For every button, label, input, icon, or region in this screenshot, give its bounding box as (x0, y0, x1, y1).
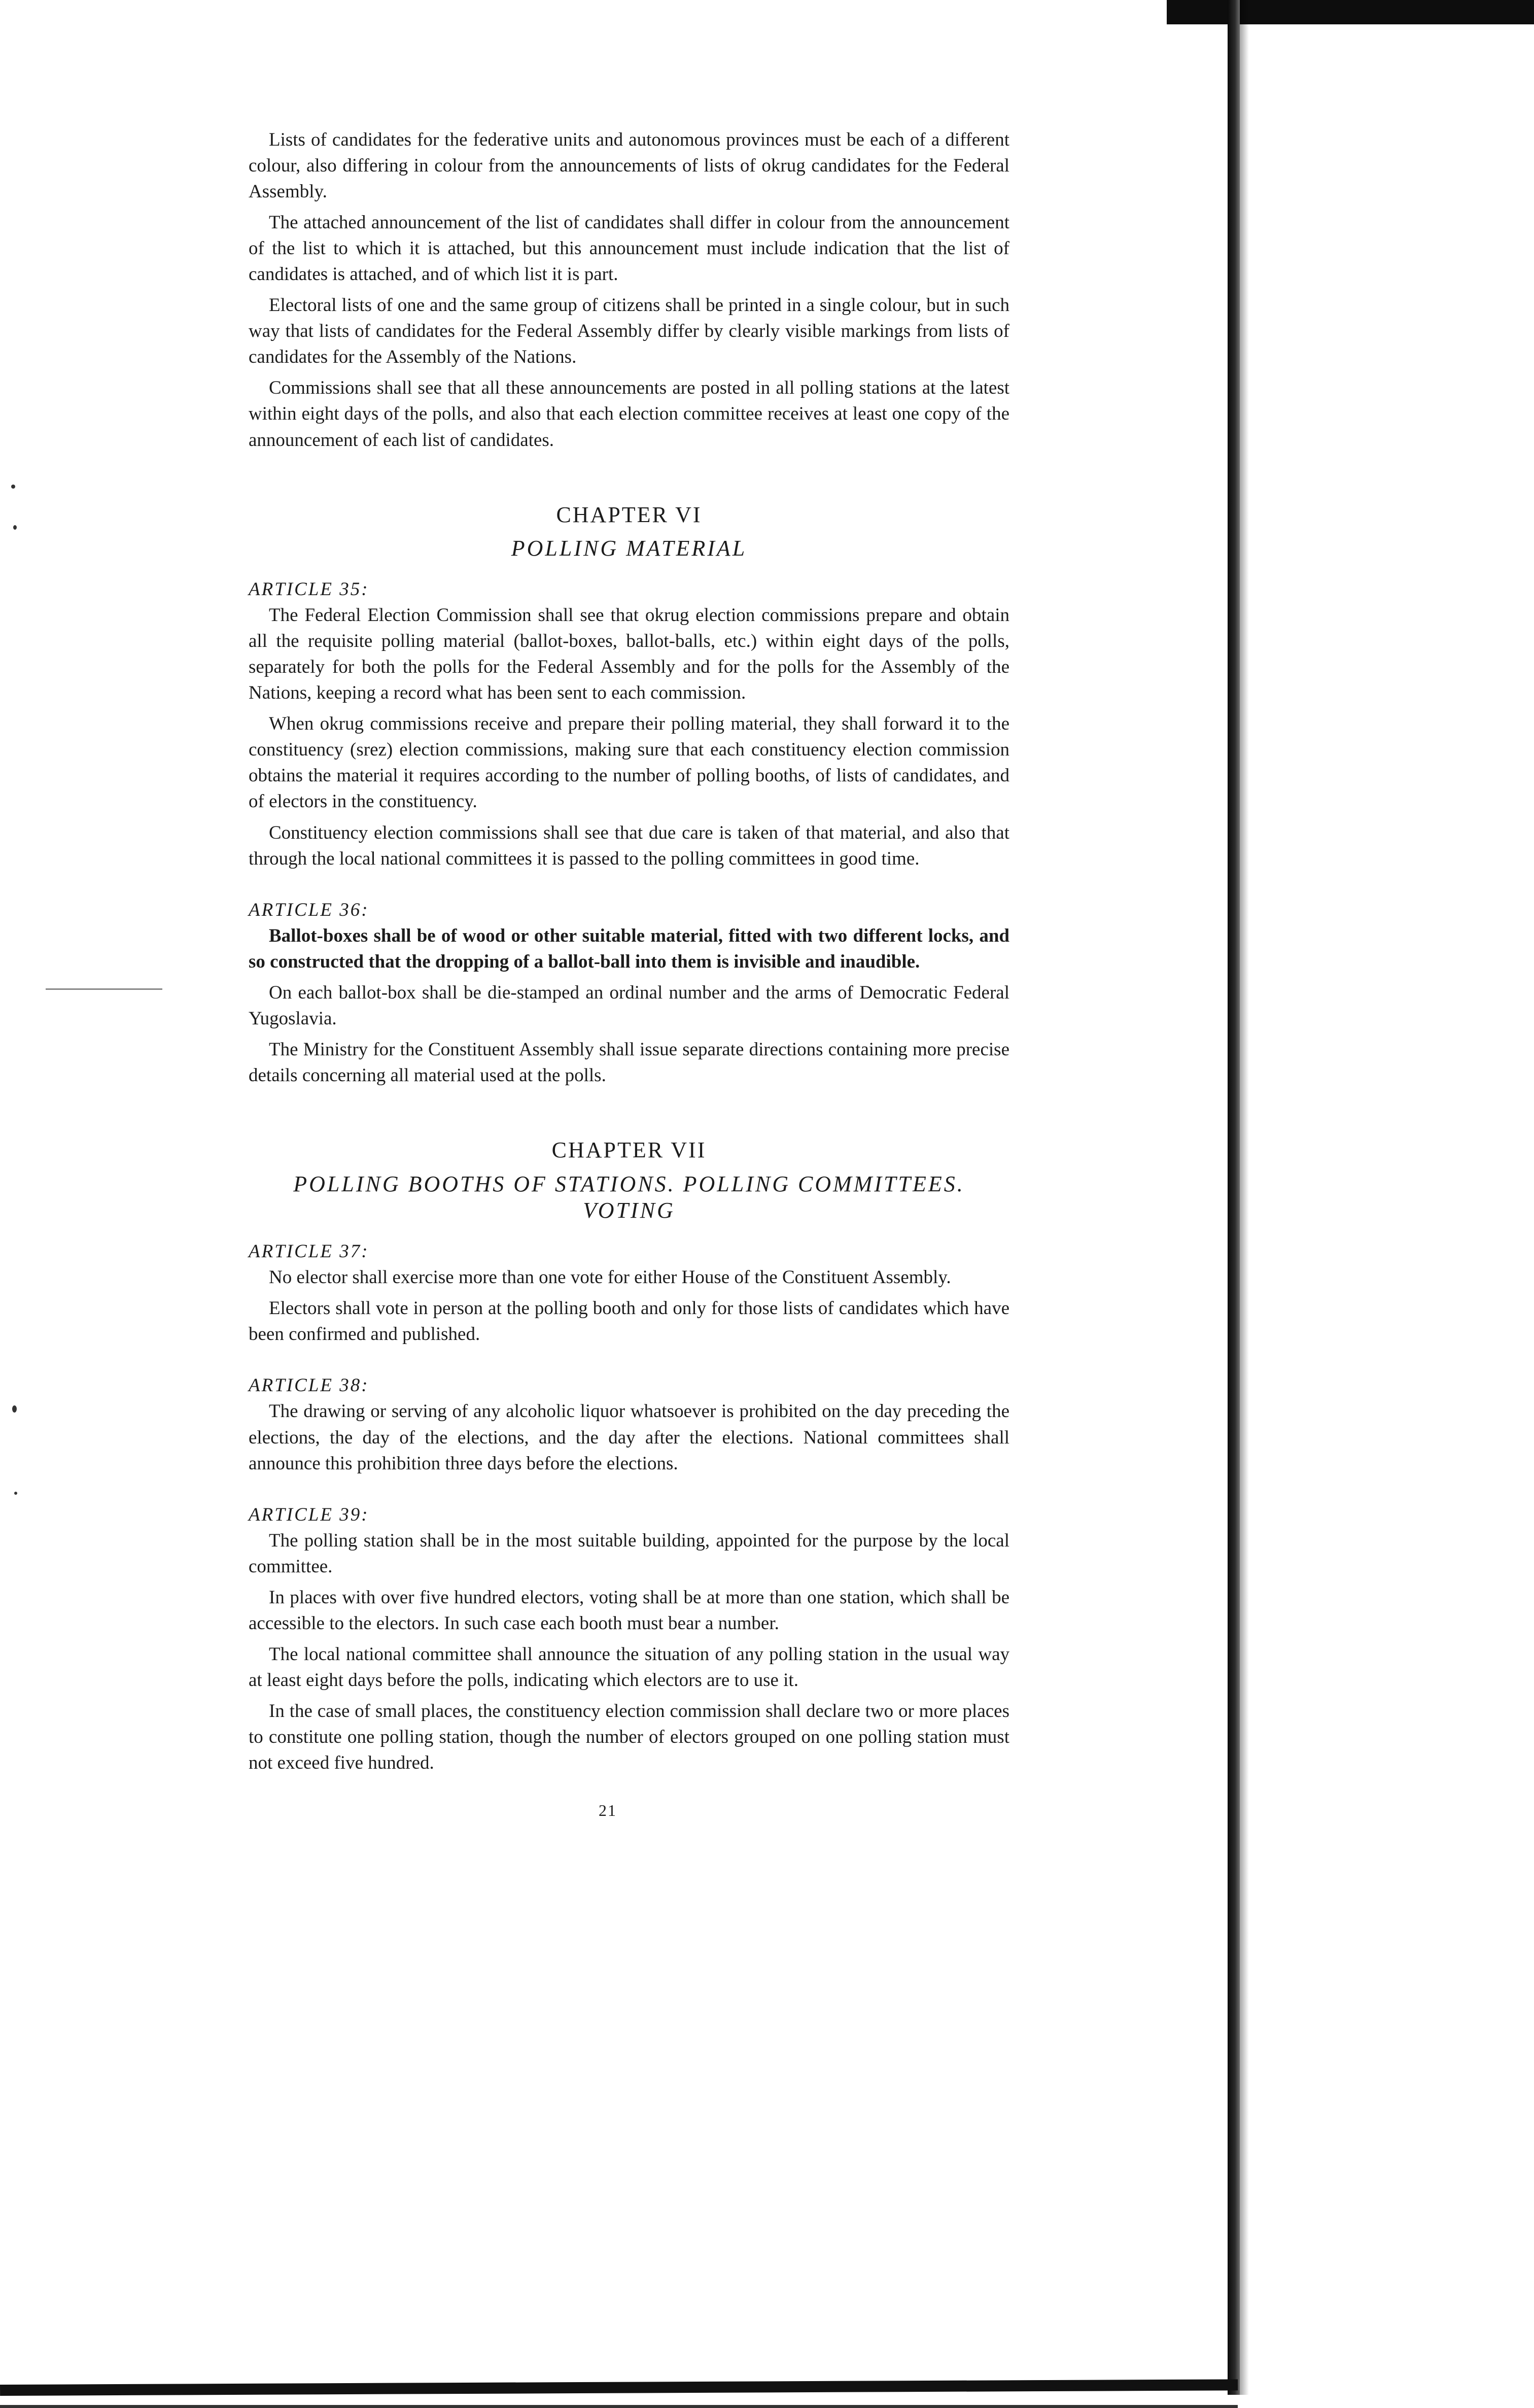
scan-edge-shadow (1240, 0, 1249, 2395)
article-heading: ARTICLE 39: (249, 1504, 369, 1525)
article-paragraph: When okrug commissions receive and prepare their polling material, they shall forward it to the constituency (srez) election commissions, making sure that each constituency election commission obtains the material it requires according to the number of polling booths, of lists of candidates, and of electors in the constituency. (249, 713, 1009, 812)
scan-speck (11, 485, 15, 489)
article-heading: ARTICLE 36: (249, 899, 369, 920)
article-paragraph: Electors shall vote in person at the polling booth and only for those lists of candidates which have been confirmed and published. (249, 1298, 1009, 1345)
article-paragraph: In the case of small places, the constituency election commission shall declare two or more places to constitute one polling station, though the number of electors grouped on one polling station must not exceed five hundred. (249, 1700, 1009, 1774)
scan-speck (14, 1492, 17, 1495)
chapter-heading: CHAPTER VII (551, 1137, 707, 1162)
chapter-subtitle-line: POLLING BOOTHS OF STATIONS. POLLING COMMITTEES. (293, 1171, 965, 1196)
article-heading: ARTICLE 35: (249, 579, 369, 600)
intro-paragraph: Commissions shall see that all these announcements are posted in all polling stations at the latest within eight days of the polls, and also that each election committee receives at least one copy of the announcement of each list of candidates. (249, 377, 1009, 451)
chapter-heading: CHAPTER VI (556, 502, 702, 527)
intro-paragraph: The attached announcement of the list of candidates shall differ in colour from the announcement of the list to which it is attached, but this announcement must include indication that the list of candidates is attached, and of which list it is part. (249, 212, 1009, 285)
chapter-subtitle-line: VOTING (583, 1198, 675, 1223)
page-number: 21 (599, 1801, 617, 1819)
article-paragraph: The drawing or serving of any alcoholic liquor whatsoever is prohibited on the day preceding the elections, the day of the elections, and the day after the elections. National committees shall announce this prohibition three days before the elections. (249, 1401, 1009, 1474)
scan-smudge (46, 988, 162, 990)
article-paragraph: Constituency election commissions shall see that due care is taken of that material, and also that through the local national committees it is passed to the polling committees in good time. (249, 822, 1009, 869)
scan-speck (13, 525, 17, 530)
article-heading: ARTICLE 37: (249, 1241, 369, 1262)
article-heading: ARTICLE 38: (249, 1375, 369, 1396)
scan-edge-right (1228, 0, 1240, 2395)
intro-paragraph: Electoral lists of one and the same group of citizens shall be printed in a single colour, but in such way that lists of candidates for the Federal Assembly differ by clearly visible markings from lists of candidates for the Assembly of the Nations. (249, 295, 1009, 368)
intro-paragraph: Lists of candidates for the federative units and autonomous provinces must be each of a different colour, also differing in colour from the announcements of lists of okrug candidates for the Federal Assembly. (249, 129, 1009, 202)
article-paragraph: No elector shall exercise more than one vote for either House of the Constituent Assembly. (269, 1267, 951, 1288)
article-paragraph: The local national committee shall announce the situation of any polling station in the usual way at least eight days before the polls, indicating which electors are to use it. (249, 1643, 1009, 1691)
chapter-subtitle (249, 1171, 1009, 1225)
scan-edge-bottom (0, 2379, 1238, 2396)
chapter-subtitle: POLLING MATERIAL (511, 536, 747, 561)
article-paragraph: On each ballot-box shall be die-stamped an ordinal number and the arms of Democratic Federal Yugoslavia. (249, 982, 1009, 1029)
article-paragraph: The Ministry for the Constituent Assembly shall issue separate directions containing more precise details concerning all material used at the polls. (249, 1039, 1009, 1086)
scan-edge-bottom-line (0, 2405, 1238, 2408)
article-paragraph: Ballot-boxes shall be of wood or other suitable material, fitted with two different locks, and so constructed that the dropping of a ballot-ball into them is invisible and inaudible. (249, 925, 1009, 972)
document-page (249, 127, 1009, 1781)
article-paragraph: In places with over five hundred electors, voting shall be at more than one station, which shall be accessible to the electors. In such case each booth must bear a number. (249, 1587, 1009, 1634)
article-paragraph: The Federal Election Commission shall see that okrug election commissions prepare and obtain all the requisite polling material (ballot-boxes, ballot-balls, etc.) within eight days of the polls, separately for both the polls for the Federal Assembly and for the polls for the Assembly of the Nations, keeping a record what has been sent to each commission. (249, 605, 1009, 704)
article-paragraph: The polling station shall be in the most suitable building, appointed for the purpose by the local committee. (249, 1530, 1009, 1577)
scan-edge-top (1167, 0, 1534, 24)
scan-speck (12, 1405, 17, 1413)
